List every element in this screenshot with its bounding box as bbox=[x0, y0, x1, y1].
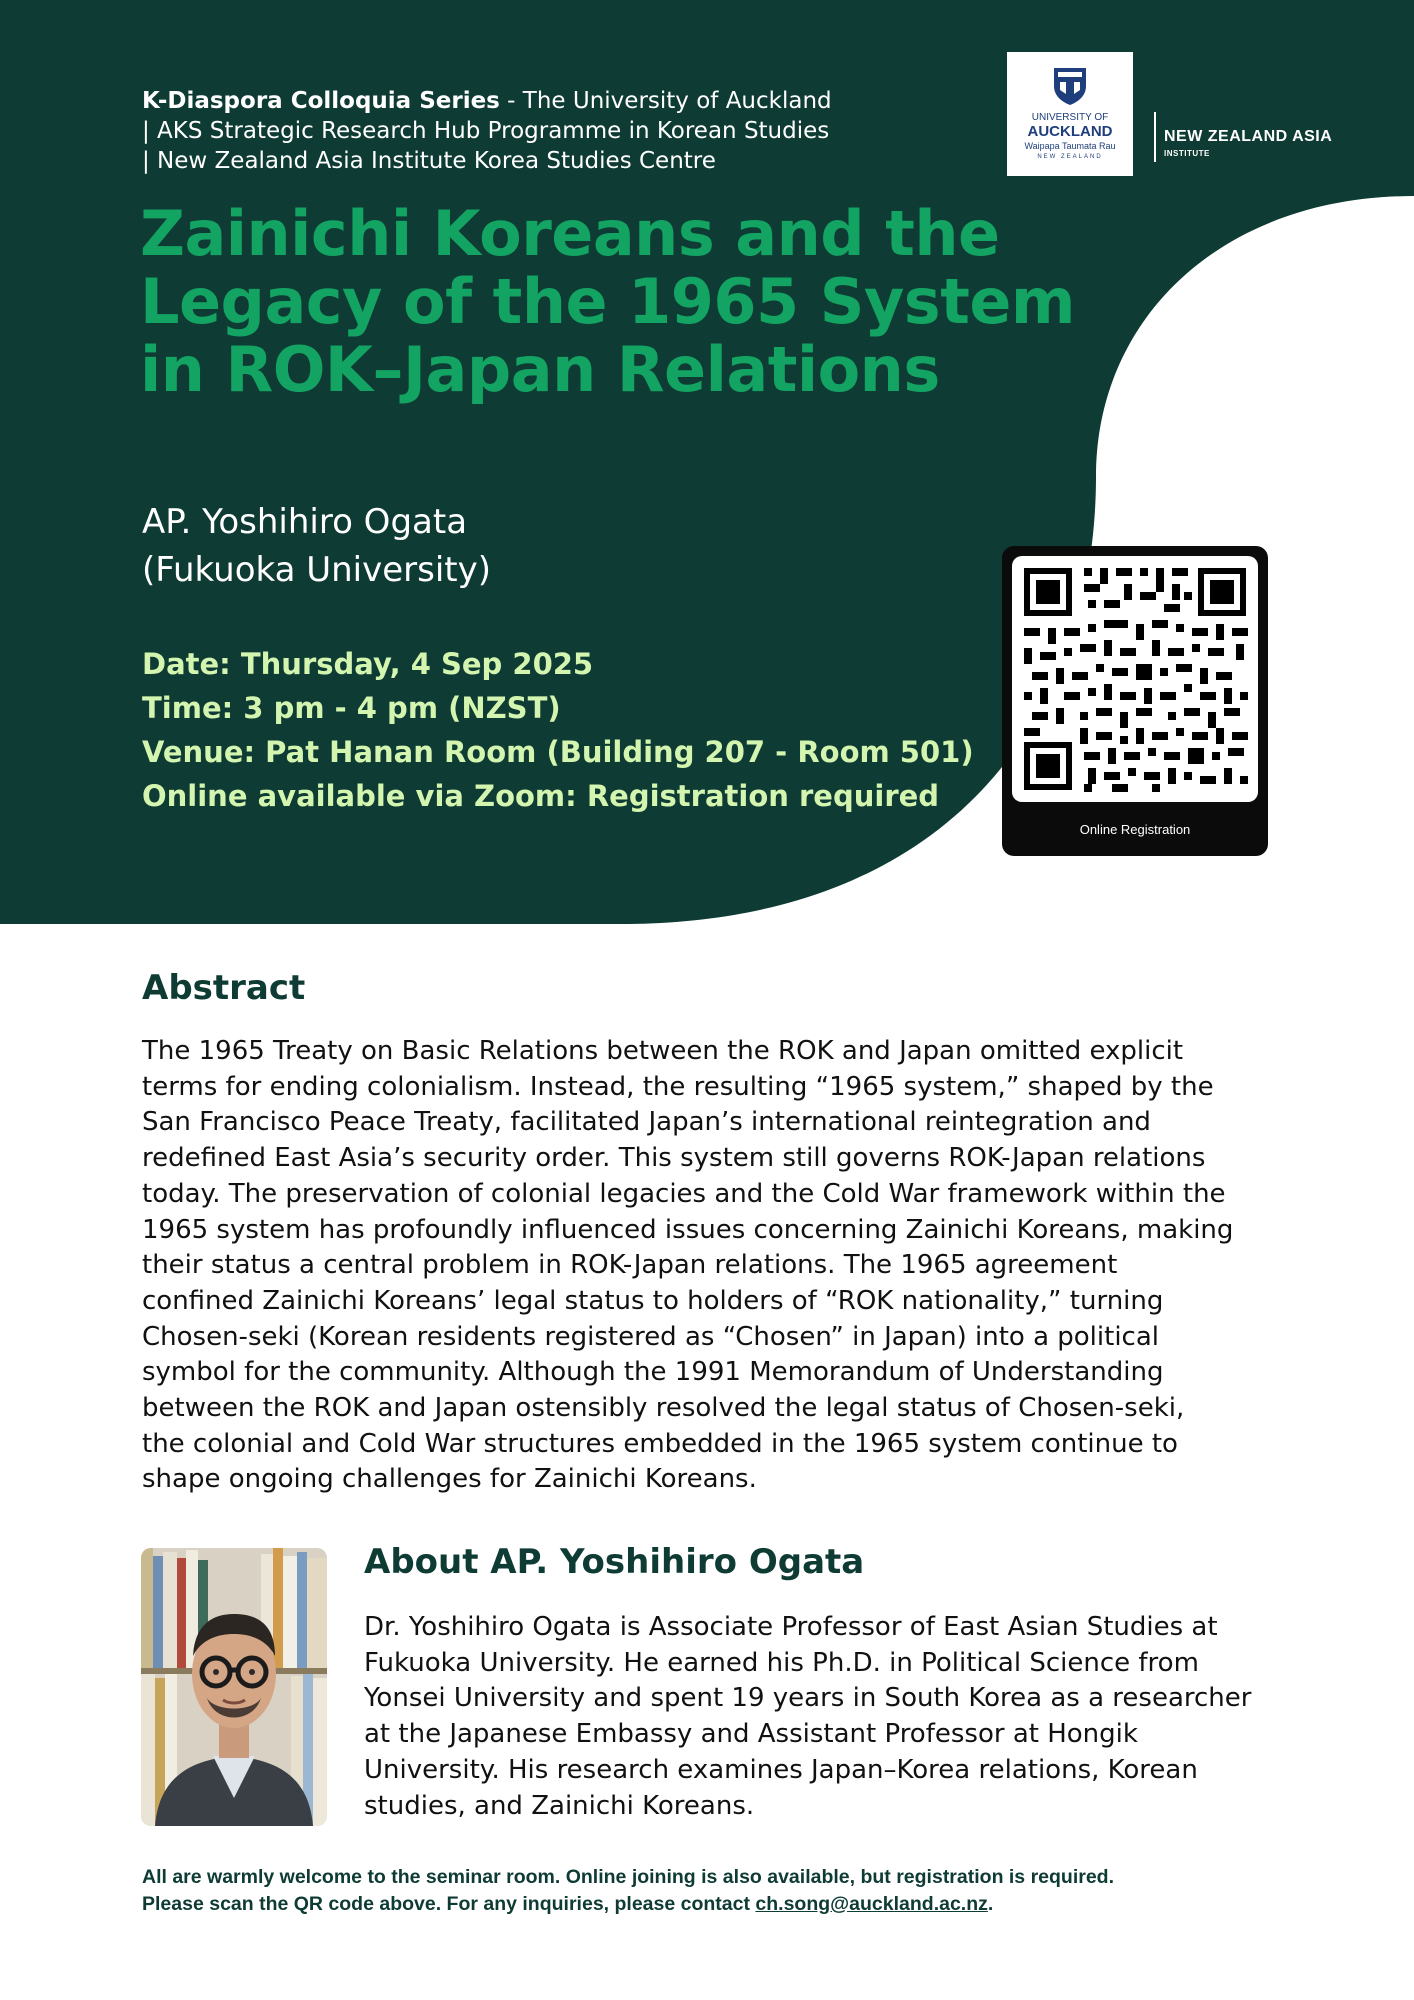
abstract-line: between the ROK and Japan ostensibly resolved the legal status of Chosen-seki, bbox=[142, 1393, 1185, 1424]
abstract-line: confined Zainichi Koreans’ legal status to holders of “ROK nationality,” turning bbox=[142, 1285, 1164, 1316]
about-heading: About AP. Yoshihiro Ogata bbox=[364, 1542, 865, 1582]
nzai-line-1: NEW ZEALAND ASIA bbox=[1164, 128, 1333, 145]
abstract-line: the colonial and Cold War structures embedded in the 1965 system continue to bbox=[142, 1428, 1178, 1459]
bio-line: Fukuoka University. He earned his Ph.D. in Political Science from bbox=[364, 1647, 1199, 1678]
title-line-2: Legacy of the 1965 System bbox=[140, 265, 1075, 338]
crest-icon bbox=[1052, 66, 1088, 106]
footer-suffix: . bbox=[987, 1893, 994, 1915]
abstract-heading: Abstract bbox=[142, 968, 306, 1008]
uoa-line-2: AUCKLAND bbox=[1027, 123, 1113, 140]
footer-note bbox=[142, 1864, 1342, 1918]
speaker-block bbox=[142, 498, 491, 594]
qr-code-icon[interactable] bbox=[1012, 556, 1258, 802]
event-venue: Venue: Pat Hanan Room (Building 207 - Room 501) bbox=[142, 735, 974, 769]
qr-label: Online Registration bbox=[1079, 822, 1191, 837]
bio-line: University. His research examines Japan–Korea relations, Korean bbox=[364, 1754, 1198, 1785]
bio-line: Yonsei University and spent 19 years in South Korea as a researcher bbox=[364, 1683, 1252, 1714]
title-line-3: in ROK–Japan Relations bbox=[140, 333, 940, 406]
abstract-line: their status a central problem in ROK-Japan relations. The 1965 agreement bbox=[142, 1250, 1118, 1281]
footer-line-2 bbox=[142, 1891, 1342, 1918]
logo-divider bbox=[1154, 112, 1156, 162]
university-of-auckland-logo bbox=[1007, 52, 1133, 176]
bio-line: Dr. Yoshihiro Ogata is Associate Professor of East Asian Studies at bbox=[364, 1612, 1218, 1642]
series-line-2: | AKS Strategic Research Hub Programme in Korean Studies bbox=[142, 118, 830, 144]
abstract-line: 1965 system has profoundly influenced issues concerning Zainichi Koreans, making bbox=[142, 1214, 1234, 1245]
title-line-1: Zainichi Koreans and the bbox=[140, 197, 1000, 270]
contact-email-link[interactable]: ch.song@auckland.ac.nz bbox=[755, 1893, 988, 1915]
uoa-line-1: UNIVERSITY OF bbox=[1031, 112, 1109, 123]
bio-line: at the Japanese Embassy and Assistant Professor at Hongik bbox=[364, 1719, 1138, 1750]
abstract-line: shape ongoing challenges for Zainichi Koreans. bbox=[142, 1464, 757, 1495]
qr-registration-card[interactable] bbox=[1002, 546, 1268, 856]
footer-line-1: All are warmly welcome to the seminar room. Online joining is also available, but registration is required. bbox=[142, 1866, 1115, 1888]
series-host: - The University of Auckland bbox=[499, 88, 832, 114]
event-online: Online available via Zoom: Registration required bbox=[142, 779, 940, 813]
abstract-line: today. The preservation of colonial legacies and the Cold War framework within the bbox=[142, 1178, 1226, 1209]
series-line-3: | New Zealand Asia Institute Korea Studies Centre bbox=[142, 148, 716, 174]
footer-prefix: Please scan the QR code above. For any inquiries, please contact bbox=[142, 1893, 756, 1915]
uoa-line-3: Waipapa Taumata Rau bbox=[1024, 141, 1116, 151]
speaker-photo bbox=[141, 1548, 327, 1826]
abstract-line: San Francisco Peace Treaty, facilitated Japan’s international reintegration and bbox=[142, 1107, 1151, 1138]
speaker-affiliation: (Fukuoka University) bbox=[142, 550, 492, 590]
abstract-line: The 1965 Treaty on Basic Relations between the ROK and Japan omitted explicit bbox=[142, 1036, 1184, 1066]
event-details bbox=[142, 642, 974, 818]
event-date: Date: Thursday, 4 Sep 2025 bbox=[142, 647, 594, 681]
speaker-name: AP. Yoshihiro Ogata bbox=[142, 502, 468, 542]
series-header bbox=[142, 86, 832, 176]
speaker-portrait-image bbox=[141, 1548, 327, 1826]
speaker-bio bbox=[364, 1610, 1284, 1824]
series-name: K-Diaspora Colloquia Series bbox=[142, 88, 500, 114]
event-time: Time: 3 pm - 4 pm (NZST) bbox=[142, 691, 561, 725]
abstract-text bbox=[142, 1034, 1292, 1498]
uoa-line-4: NEW ZEALAND bbox=[1037, 154, 1103, 160]
abstract-line: terms for ending colonialism. Instead, the resulting “1965 system,” shaped by the bbox=[142, 1071, 1214, 1102]
qr-code-area[interactable] bbox=[1012, 556, 1258, 802]
event-title bbox=[140, 197, 1100, 406]
nzai-line-2: INSTITUTE bbox=[1164, 149, 1210, 158]
abstract-line: symbol for the community. Although the 1991 Memorandum of Understanding bbox=[142, 1357, 1164, 1388]
bio-line: studies, and Zainichi Koreans. bbox=[364, 1790, 755, 1821]
abstract-line: redefined East Asia’s security order. This system still governs ROK-Japan relations bbox=[142, 1143, 1206, 1174]
abstract-line: Chosen-seki (Korean residents registered as “Chosen” in Japan) into a political bbox=[142, 1321, 1159, 1352]
